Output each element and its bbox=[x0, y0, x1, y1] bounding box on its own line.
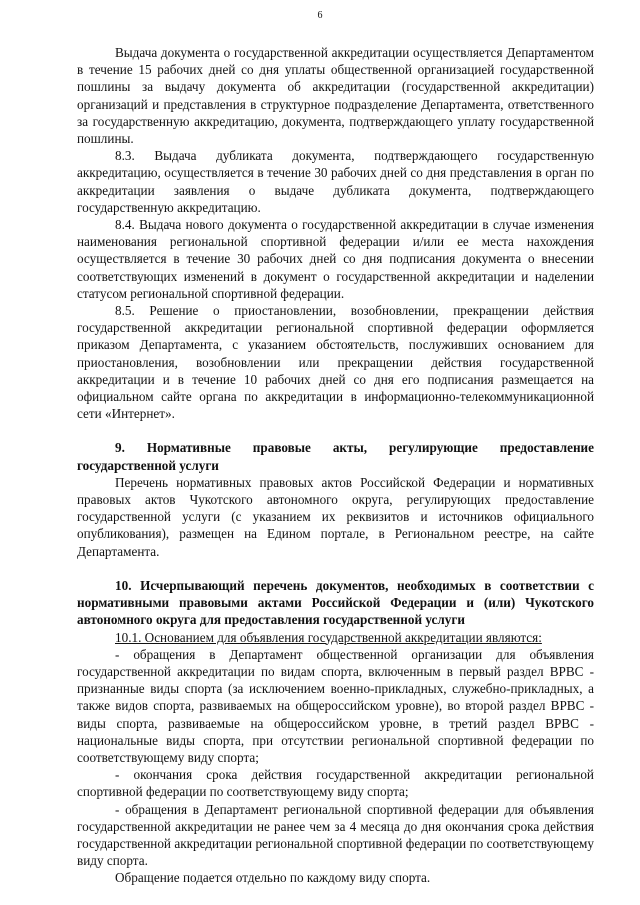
list-item-3: - обращения в Департамент региональной спортивной федерации для объявления государственной аккредитации не ранее чем за 4 месяца до дня окончания срока действия государственной аккредитации региональной спортивной федерации по соответствующему виду спорта. bbox=[77, 801, 594, 869]
closing-paragraph: Обращение подается отдельно по каждому виду спорта. bbox=[115, 870, 431, 886]
paragraph-8-4: 8.4. Выдача нового документа о государственной аккредитации в случае изменения наименования региональной спортивной федерации и/или ее места нахождения осуществляется в течение 30 рабочих дней со дня подписания документа о внесении соответствующих изменений в документ о государственной аккредитации и наделении статусом региональной спортивной федерации. bbox=[77, 217, 594, 301]
paragraph-8-5: 8.5. Решение о приостановлении, возобновлении, прекращении действия государственной аккредитации региональной спортивной федерации оформляется приказом Департамента, с указанием обстоятельств, послуживших основанием для приостановления, возобновлении или прекращении действия государственной аккредитации и в течение 10 рабочих дней со дня его подписания размещается на официальном сайте органа по аккредитации в информационно-телекоммуникационной сети «Интернет». bbox=[77, 303, 594, 422]
spacer bbox=[77, 422, 594, 439]
list-item-2: - окончания срока действия государственной аккредитации региональной спортивной федерации по соответствующему виду спорта; bbox=[77, 767, 594, 800]
spacer bbox=[77, 560, 594, 577]
paragraph-10-1 bbox=[77, 629, 594, 646]
list-item-1: - обращения в Департамент общественной организации для объявления государственной аккредитации по видам спорта, включенным в первый раздел ВРВС - признанные виды спорта (за исключением военно-прикладных, служебно-прикладных, а также видов спорта, развиваемых на общероссийском уровне), во второй раздел ВРВС - виды спорта, развиваемые на общероссийском уровне, в третий раздел ВРВС - национальные виды спорта, при отсутствии региональной спортивной федерации по соответствующему виду спорта; bbox=[77, 646, 594, 765]
section-9-heading: 9. Нормативные правовые акты, регулирующие предоставление государственной услуги bbox=[77, 440, 594, 473]
page-number: 6 bbox=[317, 10, 323, 21]
section-9-text: Перечень нормативных правовых актов Российской Федерации и нормативных правовых актов Чукотского автономного округа, регулирующих предоставление государственной услуги (с указанием их реквизитов и источников официального опубликования), размещен на Едином портале, в Региональном реестре, на сайте Департамента. bbox=[77, 474, 594, 559]
paragraph-8-2: Выдача документа о государственной аккредитации осуществляется Департаментом в течение 15 рабочих дней со дня уплаты общественной организацией государственной пошлины за выдачу документа об аккредитации (государственной аккредитации) организаций и представления в структурное подразделение Департамента, ответственного за государственную аккредитацию, документа, подтверждающего уплату государственной пошлины. bbox=[77, 45, 594, 147]
section-10-heading: 10. Исчерпывающий перечень документов, необходимых в соответствии с нормативными правовыми актами Российской Федерации и (или) Чукотского автономного округа для предоставления государственной услуги bbox=[77, 577, 594, 628]
paragraph-10-1-text: 10.1. Основанием для объявления государственной аккредитации являются: bbox=[115, 629, 542, 645]
paragraph-8-3: 8.3. Выдача дубликата документа, подтверждающего государственную аккредитацию, осуществляется в течение 30 рабочих дней со дня представления в орган по аккредитации заявления о выдаче дубликата документа, подтверждающего государственную аккредитацию. bbox=[77, 148, 594, 215]
document-body bbox=[77, 44, 594, 887]
